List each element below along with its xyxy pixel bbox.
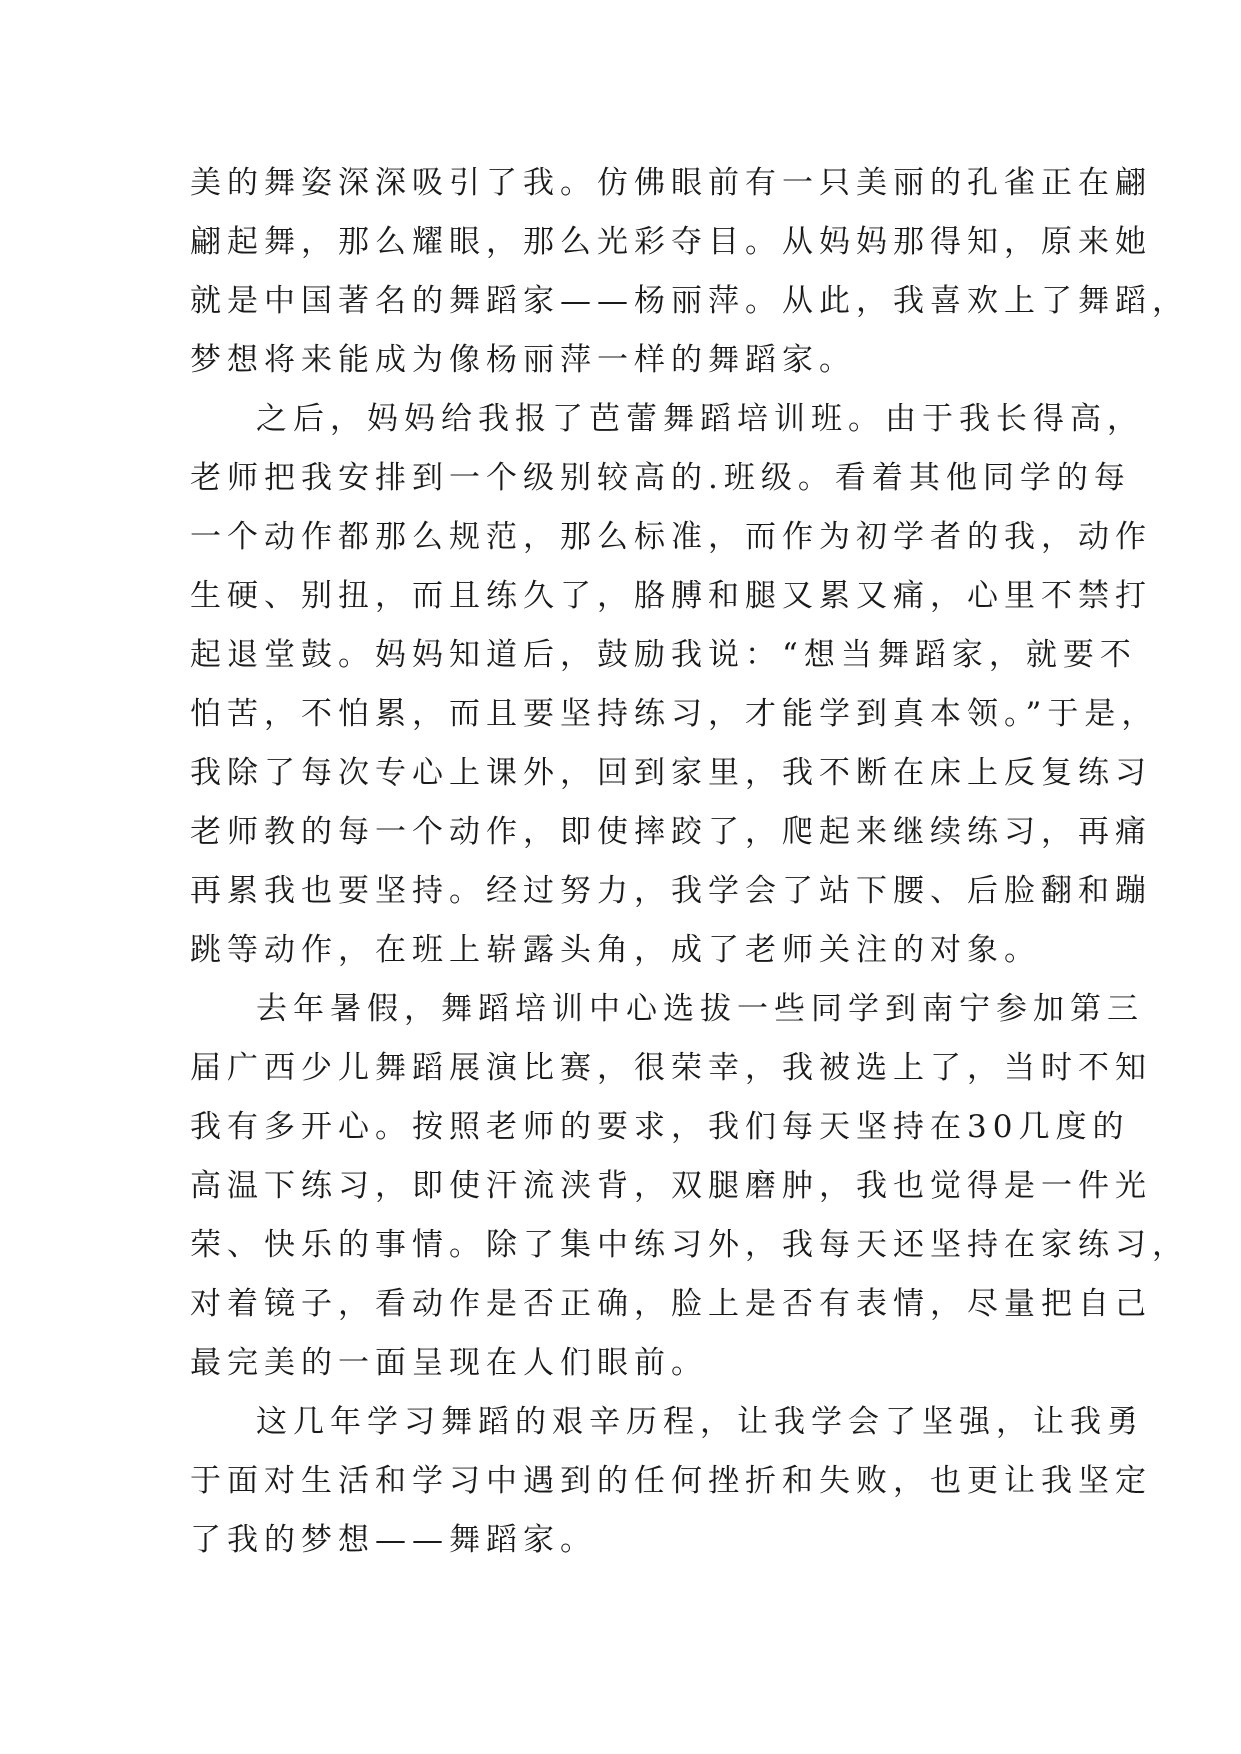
text-line: 我有多开心。按照老师的要求，我们每天坚持在30几度的 [190, 1109, 1130, 1145]
text-line: 最完美的一面呈现在人们眼前。 [190, 1345, 708, 1381]
text-line: 翩起舞，那么耀眼，那么光彩夺目。从妈妈那得知，原来她 [190, 224, 1152, 260]
text-line: 届广西少儿舞蹈展演比赛，很荣幸，我被选上了，当时不知 [190, 1050, 1152, 1086]
paragraph-4 [190, 1393, 1152, 1570]
text-line: 我除了每次专心上课外，回到家里，我不断在床上反复练习 [190, 755, 1152, 791]
text-line: 老师把我安排到一个级别较高的.班级。看着其他同学的每 [190, 460, 1131, 496]
text-line: 怕苦，不怕累，而且要坚持练习，才能学到真本领。”于是， [190, 696, 1159, 732]
text-line: 跳等动作，在班上崭露头角，成了老师关注的对象。 [190, 932, 1041, 968]
text-line: 对着镜子，看动作是否正确，脸上是否有表情，尽量把自己 [190, 1286, 1152, 1322]
text-line: 于面对生活和学习中遇到的任何挫折和失败，也更让我坚定 [190, 1463, 1152, 1499]
paragraph-2 [190, 390, 1159, 980]
text-line: 生硬、别扭，而且练久了，胳膊和腿又累又痛，心里不禁打 [190, 578, 1152, 614]
paragraph-3 [190, 980, 1189, 1393]
text-line: 梦想将来能成为像杨丽萍一样的舞蹈家。 [190, 342, 856, 378]
text-line: 之后，妈妈给我报了芭蕾舞蹈培训班。由于我长得高， [256, 401, 1144, 437]
text-line: 就是中国著名的舞蹈家——杨丽萍。从此，我喜欢上了舞蹈， [190, 283, 1189, 319]
text-line: 荣、快乐的事情。除了集中练习外，我每天还坚持在家练习， [190, 1227, 1189, 1263]
text-line: 一个动作都那么规范，那么标准，而作为初学者的我，动作 [190, 519, 1152, 555]
paragraph-1 [190, 154, 1189, 390]
text-line: 这几年学习舞蹈的艰辛历程，让我学会了坚强，让我勇 [256, 1404, 1144, 1440]
text-line: 高温下练习，即使汗流浃背，双腿磨肿，我也觉得是一件光 [190, 1168, 1152, 1204]
text-line: 了我的梦想——舞蹈家。 [190, 1522, 597, 1558]
text-line: 起退堂鼓。妈妈知道后，鼓励我说：“想当舞蹈家，就要不 [190, 637, 1137, 673]
text-line: 美的舞姿深深吸引了我。仿佛眼前有一只美丽的孔雀正在翩 [190, 165, 1152, 201]
document-body [190, 154, 1189, 1570]
text-line: 老师教的每一个动作，即使摔跤了，爬起来继续练习，再痛 [190, 814, 1152, 850]
text-line: 去年暑假，舞蹈培训中心选拔一些同学到南宁参加第三 [256, 991, 1144, 1027]
text-line: 再累我也要坚持。经过努力，我学会了站下腰、后脸翻和蹦 [190, 873, 1152, 909]
